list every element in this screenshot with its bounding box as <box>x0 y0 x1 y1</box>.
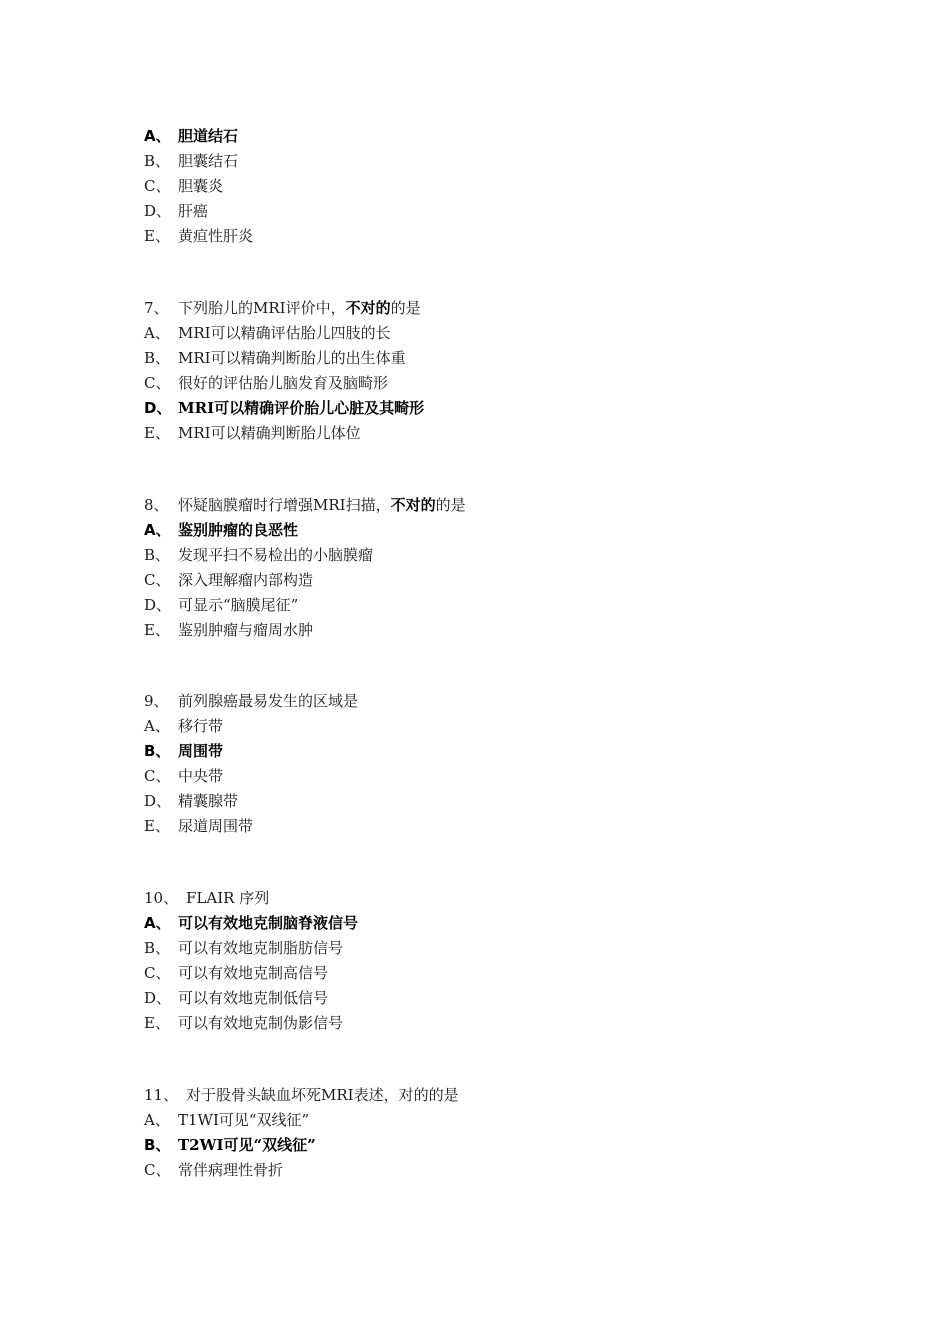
q7-option-a: A、 MRI可以精确评估胎儿四肢的长 <box>144 324 391 342</box>
q10-option-e: E、 可以有效地克制伪影信号 <box>144 1014 344 1032</box>
q7-option-c: C、 很好的评估胎儿脑发育及脑畸形 <box>144 374 389 392</box>
q8-option-e: E、 鉴别肿瘤与瘤周水肿 <box>144 621 314 639</box>
q8-option-d: D、 可显示“脑膜尾征” <box>144 596 299 614</box>
question-9: 9、 前列腺癌最易发生的区域是 <box>144 692 359 710</box>
q10-option-a: A、 可以有效地克制脑脊液信号 <box>144 914 359 932</box>
q10-option-d: D、 可以有效地克制低信号 <box>144 989 329 1007</box>
q7-option-e: E、 MRI可以精确判断胎儿体位 <box>144 424 361 442</box>
q11-option-c: C、 常伴病理性骨折 <box>144 1161 284 1179</box>
question-11: 11、 对于股骨头缺血坏死MRI表述，对的的是 <box>144 1086 459 1104</box>
question-8: 8、 怀疑脑膜瘤时行增强MRI扫描，不对的的是 <box>144 496 466 514</box>
option-e: E、 黄疸性肝炎 <box>144 227 254 245</box>
option-d: D、 肝癌 <box>144 202 209 220</box>
option-a: A、 胆道结石 <box>144 127 239 145</box>
q11-option-a: A、 T1WI可见“双线征” <box>144 1111 310 1129</box>
option-b: B、 胆囊结石 <box>144 152 239 170</box>
q7-option-d: D、 MRI可以精确评价胎儿心脏及其畸形 <box>144 399 425 417</box>
question-10: 10、 FLAIR 序列 <box>144 889 270 907</box>
q9-option-a: A、 移行带 <box>144 717 224 735</box>
q9-option-b: B、 周围带 <box>144 742 224 760</box>
q8-option-a: A、 鉴别肿瘤的良恶性 <box>144 521 299 539</box>
q9-option-d: D、 精囊腺带 <box>144 792 239 810</box>
question-7: 7、 下列胎儿的MRI评价中，不对的的是 <box>144 299 421 317</box>
q9-option-c: C、 中央带 <box>144 767 224 785</box>
q10-option-b: B、 可以有效地克制脂肪信号 <box>144 939 344 957</box>
q8-option-c: C、 深入理解瘤内部构造 <box>144 571 314 589</box>
q9-option-e: E、 尿道周围带 <box>144 817 254 835</box>
option-c: C、 胆囊炎 <box>144 177 224 195</box>
q7-option-b: B、 MRI可以精确判断胎儿的出生体重 <box>144 349 406 367</box>
q10-option-c: C、 可以有效地克制高信号 <box>144 964 329 982</box>
q11-option-b: B、 T2WI可见“双线征” <box>144 1136 316 1154</box>
q8-option-b: B、 发现平扫不易检出的小脑膜瘤 <box>144 546 374 564</box>
